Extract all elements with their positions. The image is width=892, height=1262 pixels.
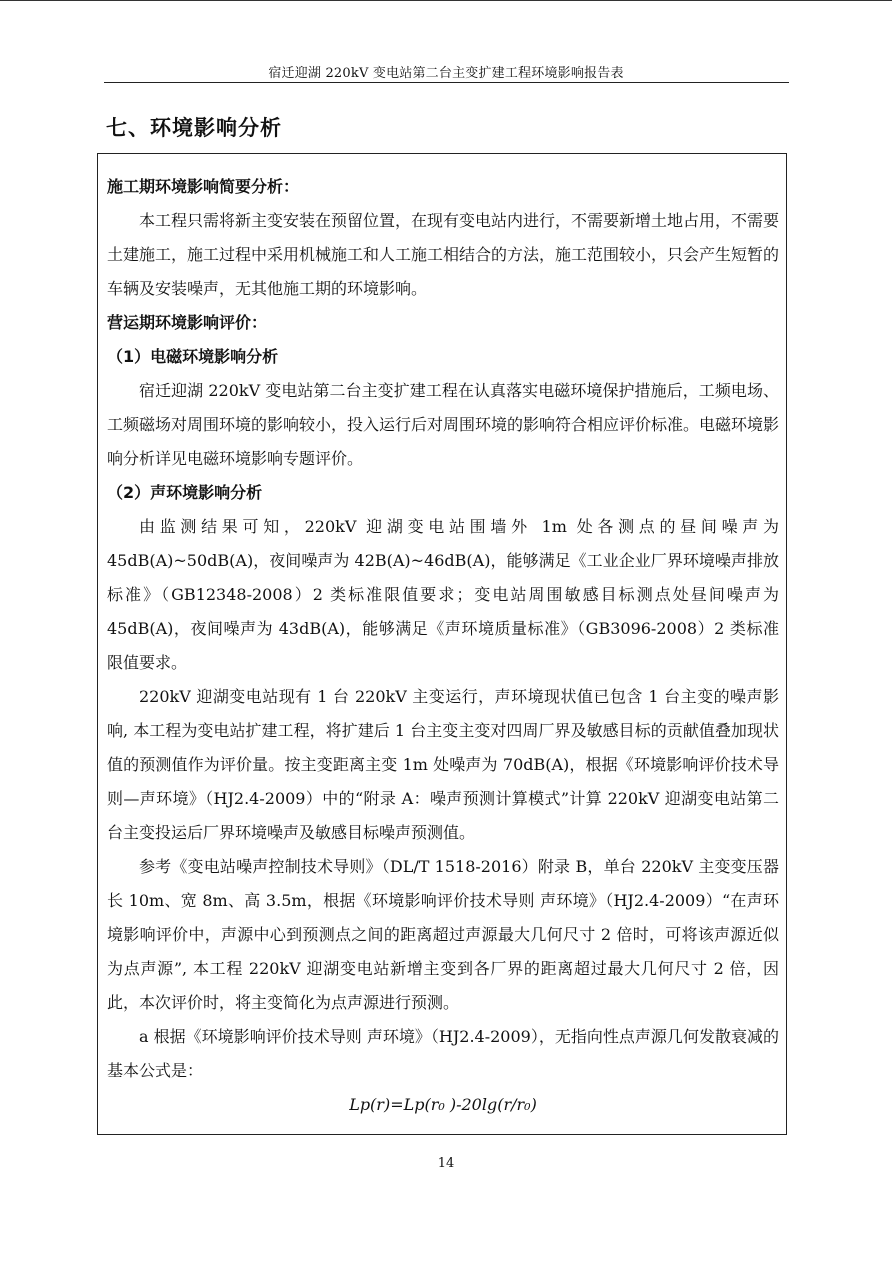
operation-heading: 营运期环境影响评价： (107, 313, 268, 332)
content-body (107, 170, 779, 1122)
noise-heading: （2）声环境影响分析 (107, 483, 263, 502)
header-rule (104, 82, 789, 83)
noise-paragraph-4: a 根据《环境影响评价技术导则 声环境》（HJ2.4-2009），无指向性点声源几何发散衰减的基本公式是： (107, 1027, 779, 1080)
noise-paragraph-1: 由监测结果可知，220kV 迎湖变电站围墙外 1m 处各测点的昼间噪声为 45dB(A)~50dB(A)，夜间噪声为 42B(A)~46dB(A)，能够满足《工业企业厂界环境噪声排放标准》（GB12348-2008）2 类标准限值要求；变电站周围敏感目标测点处昼间噪声为 45dB(A)，夜间噪声为 43dB(A)，能够满足《声环境质量标准》（GB3096-2008）2 类标准限值要求。 (107, 517, 779, 672)
construction-paragraph: 本工程只需将新主变安装在预留位置，在现有变电站内进行，不需要新增土地占用，不需要土建施工，施工过程中采用机械施工和人工施工相结合的方法，施工范围较小，只会产生短暂的车辆及安装噪声，无其他施工期的环境影响。 (107, 211, 780, 298)
section-title: 七、环境影响分析 (106, 116, 282, 140)
attenuation-formula: Lp(r)=Lp(r₀ )-20lg(r/r₀) (349, 1095, 537, 1114)
em-paragraph: 宿迁迎湖 220kV 变电站第二台主变扩建工程在认真落实电磁环境保护措施后，工频电场、工频磁场对周围环境的影响较小，投入运行后对周围环境的影响符合相应评价标准。电磁环境影响分析详见电磁环境影响专题评价。 (107, 381, 780, 468)
construction-heading: 施工期环境影响简要分析： (107, 177, 300, 196)
running-header: 宿迁迎湖 220kV 变电站第二台主变扩建工程环境影响报告表 (268, 66, 624, 81)
noise-paragraph-2: 220kV 迎湖变电站现有 1 台 220kV 主变运行，声环境现状值已包含 1 台主变的噪声影响, 本工程为变电站扩建工程，将扩建后 1 台主变主变对四周厂界及敏感目标的贡献值叠加现状值的预测值作为评价量。按主变距离主变 1m 处噪声为 70dB(A)，根据《环境影响评价技术导则—声环境》（HJ2.4-2009）中的“附录 A：噪声预测计算模式”计算 220kV 迎湖变电站第二台主变投运后厂界环境噪声及敏感目标噪声预测值。 (107, 687, 779, 842)
em-heading: （1）电磁环境影响分析 (107, 347, 279, 366)
page-number: 14 (437, 1156, 455, 1171)
noise-paragraph-3: 参考《变电站噪声控制技术导则》（DL/T 1518-2016）附录 B，单台 220kV 主变变压器长 10m、宽 8m、高 3.5m，根据《环境影响评价技术导则 声环境》（HJ2.4-2009）“在声环境影响评价中，声源中心到预测点之间的距离超过声源最大几何尺寸 2 倍时，可将该声源近似为点声源”, 本工程 220kV 迎湖变电站新增主变到各厂界的距离超过最大几何尺寸 2 倍，因此，本次评价时，将主变简化为点声源进行预测。 (107, 857, 779, 1012)
page-top-border (0, 0, 892, 1)
